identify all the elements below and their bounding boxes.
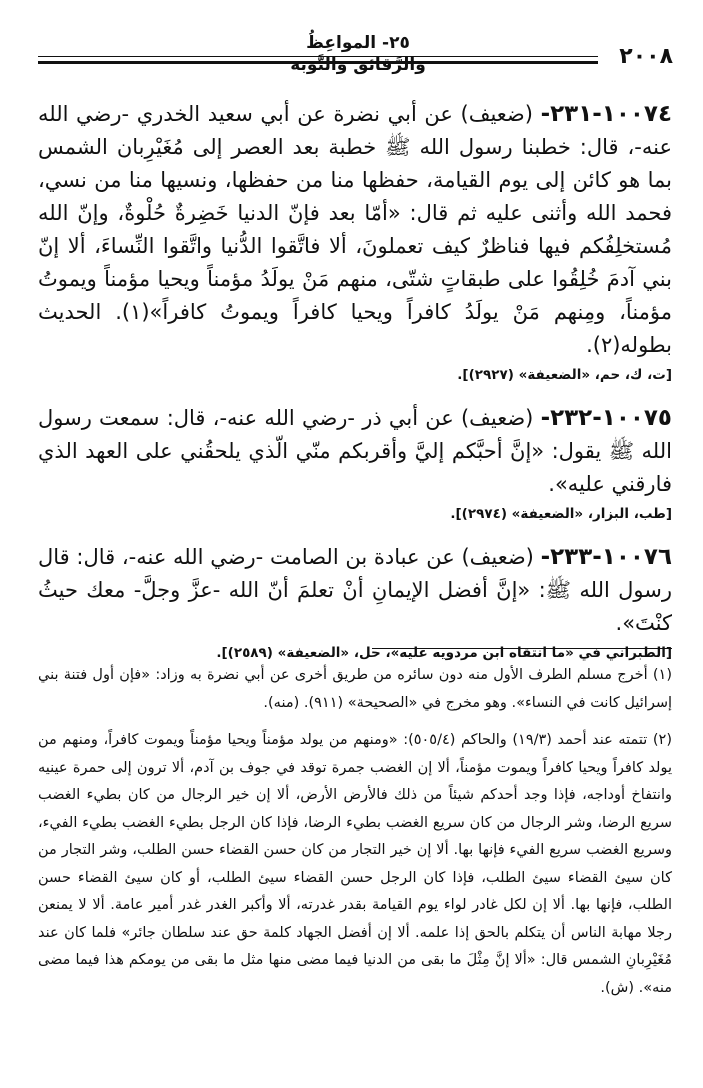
main-text [38,98,672,680]
hadith-text: (ضعيف) عن أبي ذر -رضي الله عنه-، قال: سمعت رسول الله ﷺ يقول: «إنَّ أحبَّكم إليَّ وأقربكم منّي الّذي يلحقُني على العهد الذي فارقني عليه». [38,406,672,496]
footnotes [38,662,672,1012]
hadith-source: [الطبراني في «ما انتقاه ابن مردويه عليه»، حل، «الضعيفة» (٢٥٨٩)]. [216,645,672,661]
hadith-entry [38,98,672,388]
footnote-2: (٢) تتمته عند أحمد (١٩/٣) والحاكم (٥٠٥/٤): «ومنهم من يولد مؤمناً ويحيا مؤمناً ويموت كافراً، ومنهم من يولد كافراً ويحيا كافراً ويموت مؤمناً، ألا إن الغضب جمرة توقد في جوف بن آدم، ألا ترون إلى حمرة عينيه وانتفاخ أوداجه، فإذا وجد أحدكم شيئاً من ذلك فالأرض الأرض، ألا إن خير الرجال من كان بطيء الغضب سريع الرضا، وشر الرجال من كان سريع الغضب بطيء الرضا، فإذا كان الرجل بطيء الغضب بطيء الفيء، وسريع الغضب سريع الفيء فإنها بها. ألا إن خير التجار من كان حسن القضاء حسن الطلب، وشر التجار من كان سيئ القضاء سيئ الطلب، فإذا كان الرجل حسن القضاء سيئ الطلب، أو كان سيئ القضاء حسن الطلب، فإنها بها. ألا إن لكل غادر لواء يوم القيامة بقدر غدرته، ألا وأكبر الغدر غدر أمير عامة. ألا لا يمنعن رجلا مهابة الناس أن يتكلم بالحق إذا علمه. ألا إن أفضل الجهاد كلمة حق عند سلطان جائر» فلما كان عند مُغَيْرِبانِ الشمس قال: «ألا إنَّ مِثْلَ ما بقى من الدنيا فيما مضى منها مثل ما بقى من يومكم هذا فيما مضى منه». (ش). [38,732,672,996]
hadith-entry [38,402,672,527]
page-header [38,30,673,75]
page-number: ٢٠٠٨ [599,44,673,69]
hadith-body [38,541,672,640]
chapter-title: ٢٥- المواعِظُ والرَّقائق والتَّوبة [290,33,426,75]
hadith-body [38,402,672,501]
hadith-source: [طب، البزار، «الضعيفة» (٢٩٧٤)]. [450,506,672,522]
hadith-body [38,98,672,362]
hadith-source: [ت، ك، حم، «الضعيفة» (٢٩٢٧)]. [457,367,672,383]
hadith-number: ١٠٠٧٦-٢٣٣- [540,544,672,570]
footnote-separator [372,648,672,649]
hadith-number: ١٠٠٧٥-٢٣٢- [540,405,672,431]
hadith-text: (ضعيف) عن عبادة بن الصامت -رضي الله عنه-، قال: قال رسول الله ﷺ: «إنَّ أفضل الإيمانِ أنْ تعلمَ أنّ الله -عزَّ وجلَّ- معك حيثُ كنْتَ». [38,545,672,635]
hadith-text: (ضعيف) عن أبي نضرة عن أبي سعيد الخدري -رضي الله عنه-، قال: خطبنا رسول الله ﷺ خطبة بعد العصر إلى مُغَيْرِبان الشمس بما هو كائن إلى يوم القيامة، حفظها منا من حفظها، ونسيها منا من نسي، فحمد الله وأثنى عليه ثم قال: «أمّا بعد فإنّ الدنيا خَضِرةٌ حُلْوةٌ، وإنّ الله مُستخلِفُكم فيها فناظرٌ كيف تعملونَ، ألا فاتَّقوا الدُّنيا واتَّقوا النِّساءَ، ألا إنّ بني آدمَ خُلِقُوا على طبقاتٍ شتّى، منهم مَنْ يولَدُ مؤمناً ويحيا مؤمناً ويموتُ مؤمناً، ومِنهم مَنْ يولَدُ كافراً ويحيا كافراً ويموتُ كافراً»(١). الحديث بطوله(٢). [38,102,672,357]
hadith-number: ١٠٠٧٤-٢٣١- [540,101,672,127]
footnote-1: (١) أخرج مسلم الطرف الأول منه دون سائره من طريق أخرى عن أبي نضرة به وزاد: «فإن أول فتنة بني إسرائيل كانت في النساء». وهو مخرج في «الصحيحة» (٩١١). (منه). [38,667,672,711]
